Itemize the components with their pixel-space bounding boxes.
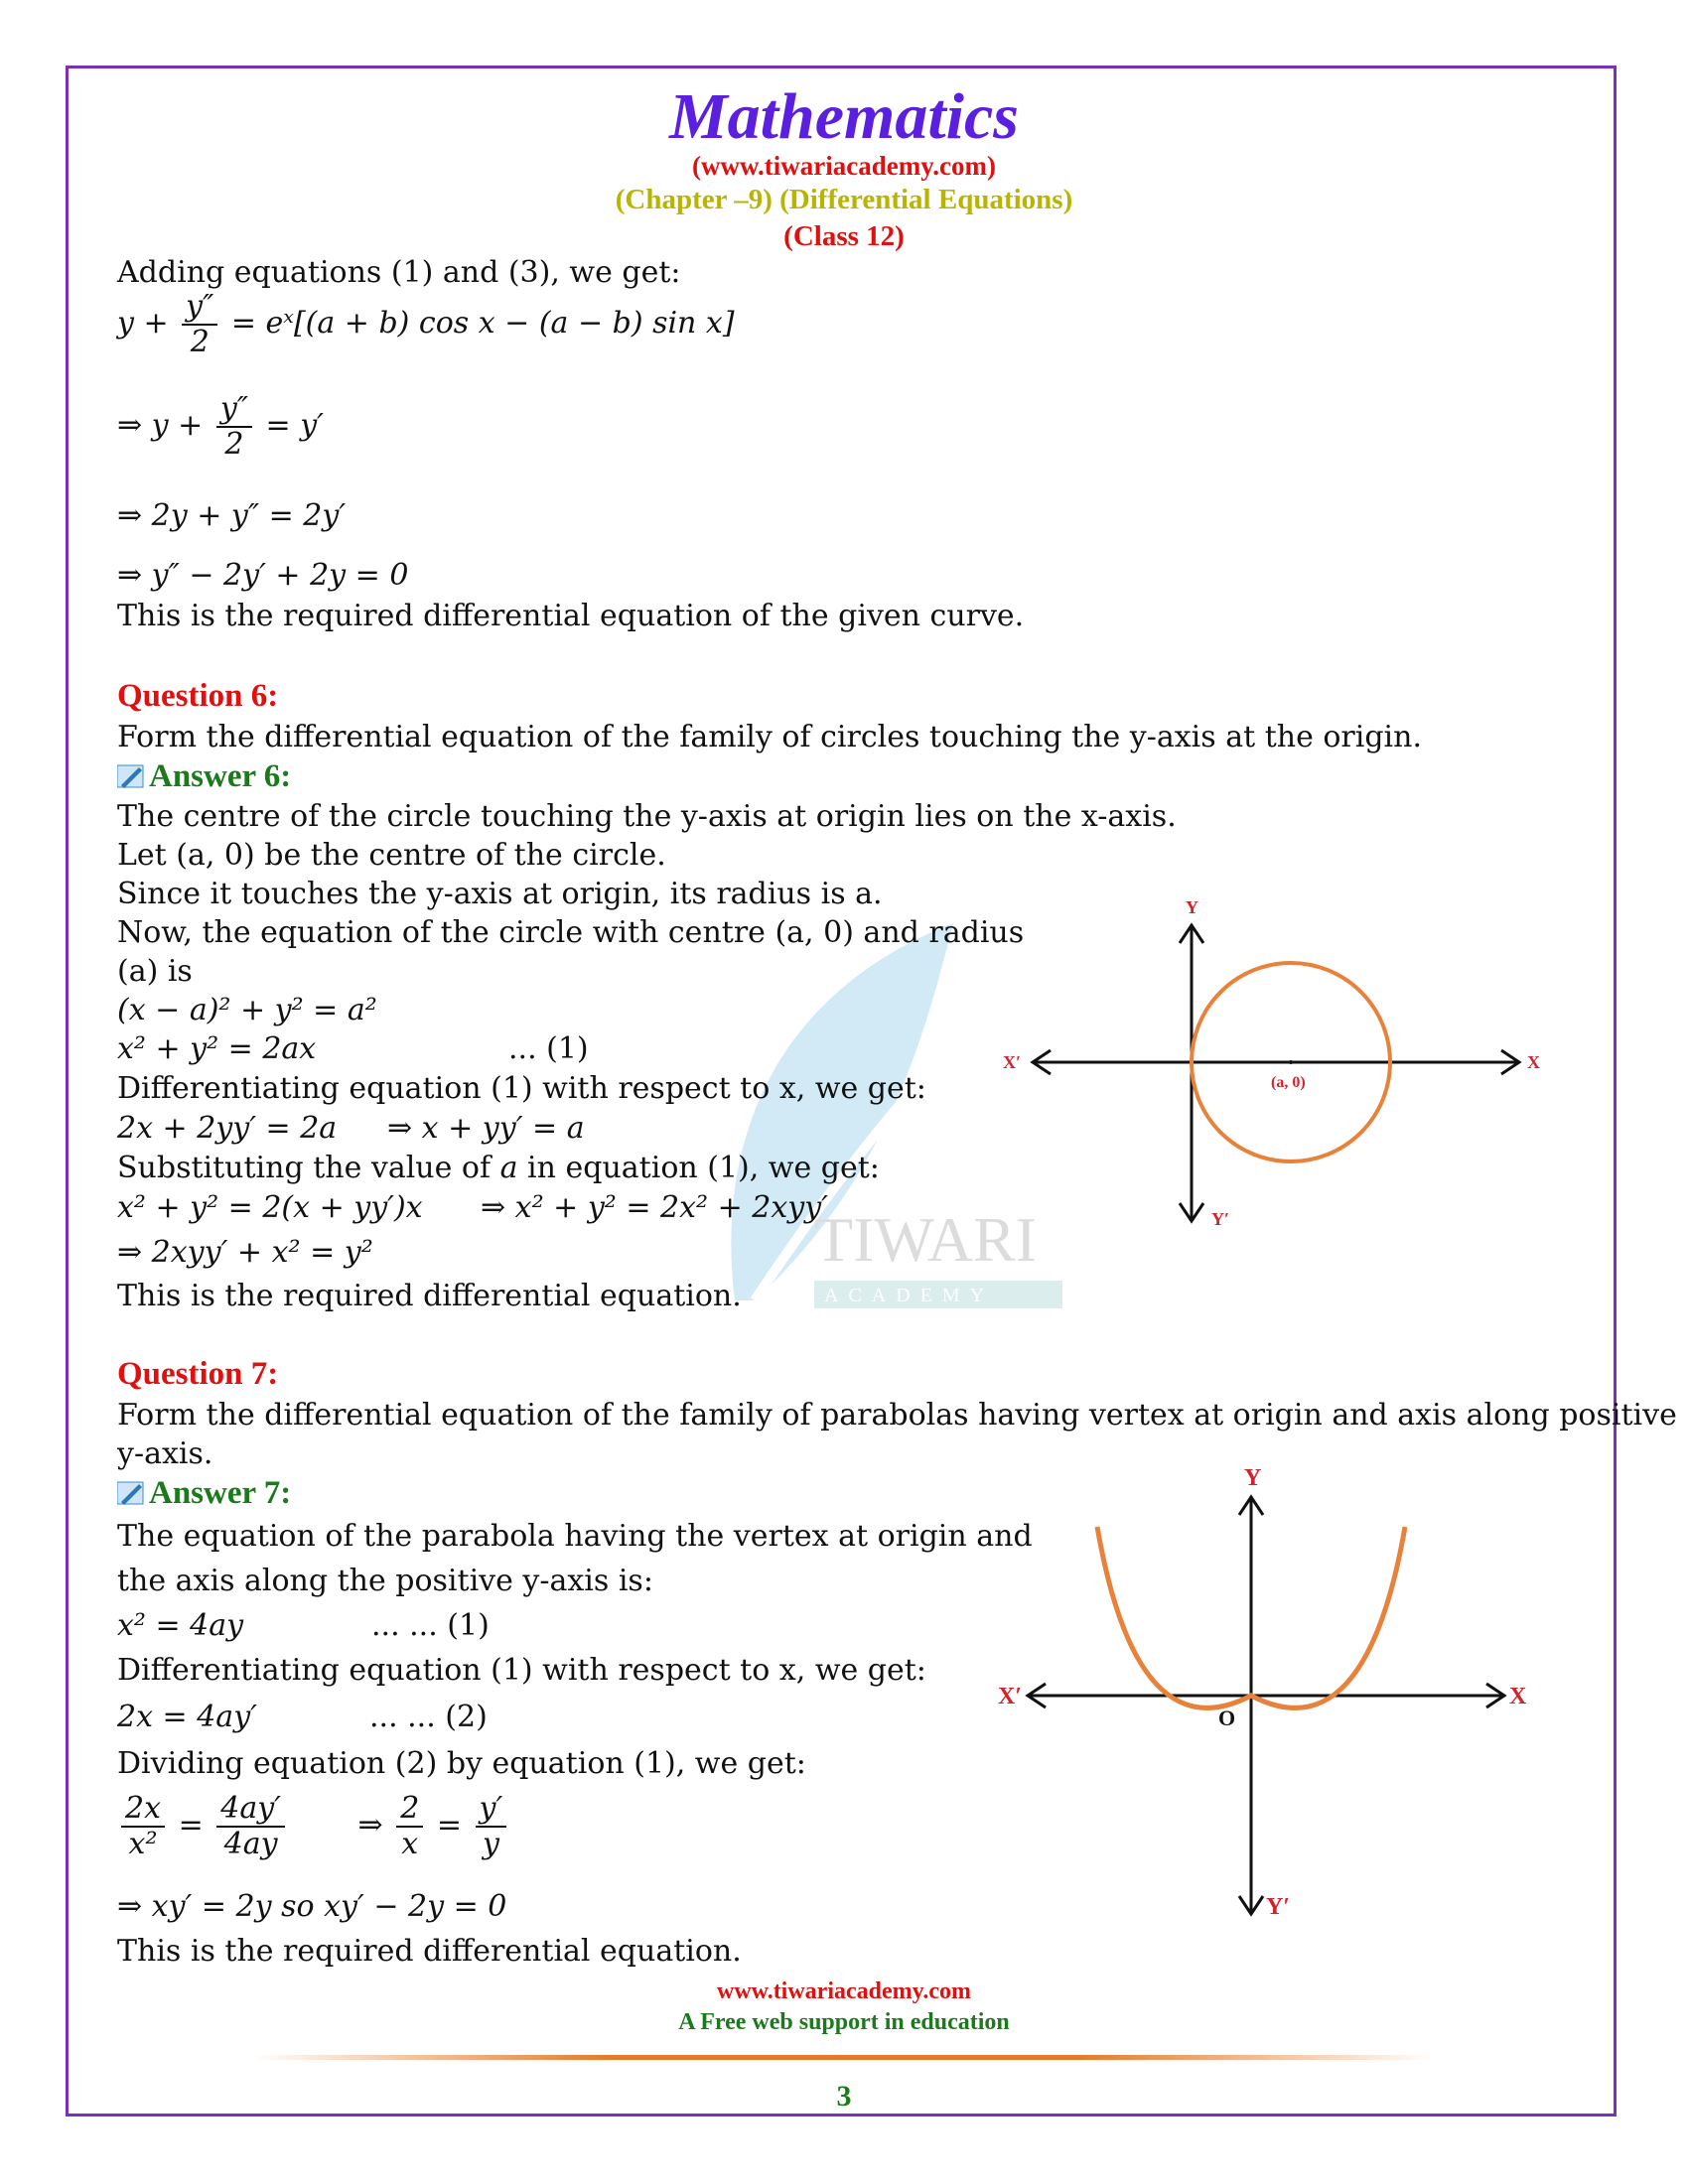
q7-text-1: Form the differential equation of the family of parabolas having vertex at origin and axis along positive bbox=[117, 1398, 1677, 1433]
a7-eq-a: x² = 4ay bbox=[117, 1608, 244, 1643]
intro-eq1-frac bbox=[182, 290, 217, 359]
a6-sub-text-b: in equation (1), we get: bbox=[517, 1151, 880, 1185]
intro-eq4: ⇒ y″ − 2y′ + 2y = 0 bbox=[117, 558, 409, 593]
intro-eq1 bbox=[117, 290, 735, 359]
a7-eq-b-tag: ... ... (2) bbox=[369, 1700, 488, 1734]
header-site: (www.tiwariacademy.com) bbox=[692, 151, 996, 181]
pen-icon bbox=[117, 763, 145, 789]
footer-divider bbox=[253, 2055, 1435, 2060]
a6-eq-c2: ⇒ x + yy′ = a bbox=[387, 1111, 585, 1146]
a7-line-1: The equation of the parabola having the vertex at origin and bbox=[117, 1519, 1033, 1554]
intro-eq2-num: y″ bbox=[216, 392, 252, 428]
header-chapter: (Chapter –9) (Differential Equations) bbox=[615, 184, 1073, 215]
a6-heading-text: Answer 6: bbox=[149, 758, 292, 794]
a7-frac-3-den: x bbox=[401, 1827, 419, 1861]
q6-x-label: X bbox=[1527, 1052, 1540, 1072]
watermark-text-sub: ACADEMY bbox=[824, 1285, 995, 1306]
intro-eq2-lhs: ⇒ y + bbox=[117, 408, 204, 443]
watermark-text-main: TIWARI bbox=[814, 1204, 1037, 1275]
footer-site: www.tiwariacademy.com bbox=[717, 1979, 971, 2004]
a6-sub-var: a bbox=[499, 1151, 518, 1185]
a6-eq-a: (x − a)² + y² = a² bbox=[117, 993, 377, 1027]
a6-line-5: (a) is bbox=[117, 954, 193, 989]
a7-equals-2: = bbox=[436, 1808, 462, 1843]
a6-heading bbox=[117, 758, 291, 795]
a6-sub-text bbox=[117, 1152, 880, 1185]
a7-heading bbox=[117, 1475, 291, 1512]
a6-eq-c: 2x + 2yy′ = 2a bbox=[117, 1111, 338, 1146]
header-class: (Class 12) bbox=[783, 220, 905, 252]
a6-eq-d: x² + y² = 2(x + yy′)x bbox=[117, 1190, 423, 1225]
a7-frac-4 bbox=[476, 1792, 507, 1861]
a6-eq-b: x² + y² = 2ax bbox=[117, 1031, 317, 1066]
a7-frac-2-den: 4ay bbox=[223, 1827, 278, 1861]
a7-eq-a-tag: ... ... (1) bbox=[371, 1608, 490, 1643]
a6-line-4: Now, the equation of the circle with centre (a, 0) and radius bbox=[117, 915, 1025, 950]
intro-conclusion: This is the required differential equation of the given curve. bbox=[117, 599, 1025, 633]
a6-diff-text: Differentiating equation (1) with respect to x, we get: bbox=[117, 1071, 926, 1106]
q7-heading: Question 7: bbox=[117, 1356, 279, 1392]
a7-frac-2 bbox=[216, 1792, 285, 1861]
intro-eq2-rhs: = y′ bbox=[265, 408, 324, 443]
a7-frac-1-num: 2x bbox=[121, 1792, 165, 1828]
intro-eq3: ⇒ 2y + y″ = 2y′ bbox=[117, 498, 347, 533]
a7-line-2: the axis along the positive y-axis is: bbox=[117, 1564, 653, 1598]
q6-xp-label: X′ bbox=[1003, 1052, 1022, 1072]
intro-eq2-den: 2 bbox=[224, 427, 244, 462]
page-number: 3 bbox=[836, 2080, 852, 2113]
a7-eq-b: 2x = 4ay′ bbox=[117, 1700, 257, 1734]
intro-adding: Adding equations (1) and (3), we get: bbox=[117, 255, 681, 290]
a7-div-text: Dividing equation (2) by equation (1), we get: bbox=[117, 1746, 806, 1781]
a7-equals-1: = bbox=[178, 1808, 204, 1843]
a7-fraction-eq bbox=[117, 1792, 510, 1867]
q7-y-label: Y bbox=[1244, 1465, 1262, 1491]
a7-frac-4-num: y′ bbox=[476, 1792, 507, 1828]
a7-frac-1 bbox=[121, 1792, 165, 1861]
a6-eq-e: ⇒ 2xyy′ + x² = y² bbox=[117, 1235, 373, 1270]
a6-conclusion: This is the required differential equation. bbox=[117, 1279, 742, 1313]
intro-eq1-num: y″ bbox=[182, 290, 217, 326]
q6-heading: Question 6: bbox=[117, 678, 279, 714]
q7-xp-label: X′ bbox=[998, 1684, 1023, 1709]
q6-text: Form the differential equation of the family of circles touching the y-axis at the origin. bbox=[117, 720, 1423, 754]
q6-yp-label: Y′ bbox=[1211, 1209, 1230, 1229]
q6-circle-figure bbox=[1003, 884, 1559, 1251]
pen-icon bbox=[117, 1480, 145, 1506]
a7-frac-4-den: y bbox=[482, 1827, 499, 1861]
intro-eq1-lhs: y + bbox=[117, 306, 169, 341]
a7-frac-1-den: x² bbox=[128, 1827, 158, 1861]
q7-x-label: X bbox=[1509, 1684, 1527, 1709]
a6-line-2: Let (a, 0) be the centre of the circle. bbox=[117, 838, 666, 873]
q6-y-label: Y bbox=[1186, 897, 1198, 917]
a7-diff-text: Differentiating equation (1) with respect to x, we get: bbox=[117, 1653, 926, 1688]
a7-frac-3 bbox=[396, 1792, 423, 1861]
a7-heading-text: Answer 7: bbox=[149, 1475, 292, 1511]
a7-frac-3-num: 2 bbox=[396, 1792, 423, 1828]
a7-implies: ⇒ bbox=[357, 1808, 383, 1843]
a6-eq-d2: ⇒ x² + y² = 2x² + 2xyy′ bbox=[481, 1190, 828, 1225]
intro-eq2 bbox=[117, 392, 324, 462]
a7-frac-2-num: 4ay′ bbox=[216, 1792, 285, 1828]
a6-line-1: The centre of the circle touching the y-axis at origin lies on the x-axis. bbox=[117, 799, 1177, 834]
footer-tagline: A Free web support in education bbox=[678, 2009, 1010, 2035]
q7-yp-label: Y′ bbox=[1266, 1894, 1291, 1920]
intro-eq1-den: 2 bbox=[190, 325, 210, 359]
a6-eq-b-tag: ... (1) bbox=[508, 1031, 589, 1066]
q6-centre-label: (a, 0) bbox=[1271, 1074, 1306, 1091]
a7-eq-d: ⇒ xy′ = 2y so xy′ − 2y = 0 bbox=[117, 1889, 507, 1924]
page-title: Mathematics bbox=[668, 80, 1019, 153]
intro-eq2-frac bbox=[216, 392, 252, 462]
intro-eq1-rhs: = eˣ[(a + b) cos x − (a − b) sin x] bbox=[230, 306, 735, 341]
q7-origin-label: O bbox=[1218, 1706, 1236, 1730]
a6-sub-text-a: Substituting the value of bbox=[117, 1151, 500, 1185]
a7-conclusion: This is the required differential equation. bbox=[117, 1934, 742, 1969]
q6-centre-dot bbox=[1289, 1060, 1293, 1064]
q7-parabola-figure bbox=[998, 1457, 1534, 1924]
q7-text-2: y-axis. bbox=[117, 1436, 213, 1471]
a6-line-3: Since it touches the y-axis at origin, its radius is a. bbox=[117, 877, 883, 911]
